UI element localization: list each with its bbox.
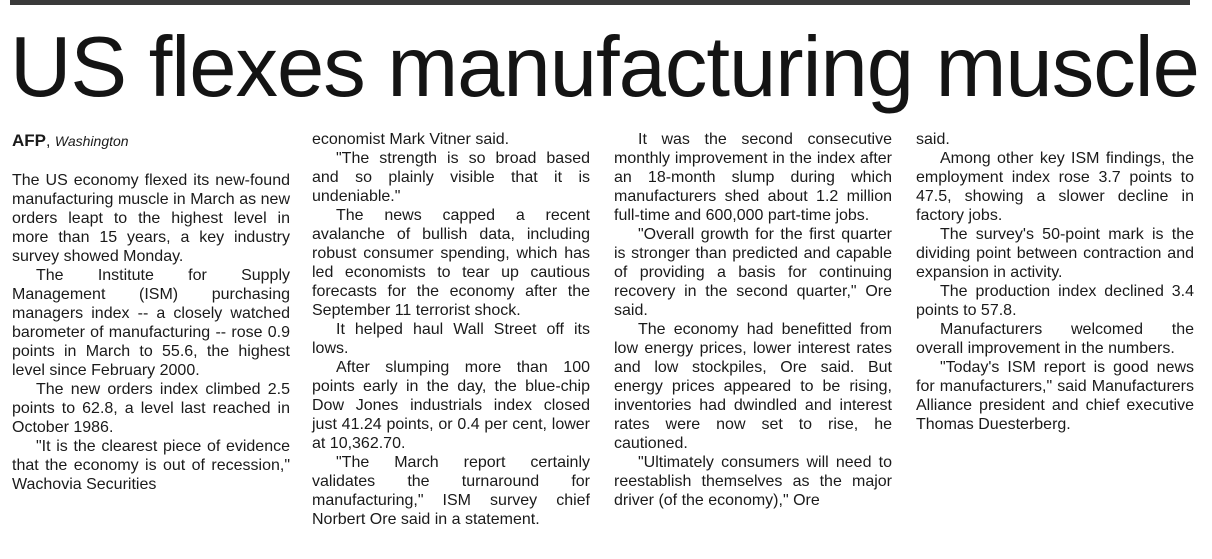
paragraph: Among other key ISM findings, the employment index rose 3.7 points to 47.5, showing a slower decline in factory jobs.: [916, 150, 1194, 224]
byline-agency: AFP: [12, 131, 46, 150]
paragraph: The economy had benefitted from low energy prices, lower interest rates and low stockpiles, Ore said. But energy prices appeared to be rising, inventories had dwindled and interest rates were now set to rise, he cautioned.: [614, 321, 892, 452]
headline: US flexes manufacturing muscle: [10, 20, 1199, 115]
paragraph: The news capped a recent avalanche of bullish data, including robust consumer spending, which has led economists to tear up cautious forecasts for the economy after the September 11 terrorist shock.: [312, 207, 590, 319]
paragraph: "It is the clearest piece of evidence that the economy is out of recession," Wachovia Securities: [12, 438, 290, 493]
paragraph: "Ultimately consumers will need to reestablish themselves as the major driver (of the economy)," Ore: [614, 454, 892, 509]
paragraph: Manufacturers welcomed the overall improvement in the numbers.: [916, 321, 1194, 357]
paragraph: "Today's ISM report is good news for manufacturers," said Manufacturers Alliance president and chief executive Thomas Duesterberg.: [916, 359, 1194, 433]
article-column-4: [916, 130, 1194, 434]
paragraph: said.: [916, 131, 950, 148]
paragraph: The survey's 50-point mark is the dividing point between contraction and expansion in activity.: [916, 226, 1194, 281]
paragraph: The production index declined 3.4 points to 57.8.: [916, 283, 1194, 319]
paragraph: "The strength is so broad based and so plainly visible that it is undeniable.": [312, 150, 590, 205]
byline-separator: ,: [46, 133, 55, 150]
paragraph: economist Mark Vitner said.: [312, 131, 510, 148]
paragraph: It was the second consecutive monthly improvement in the index after an 18-month slump during which manufacturers shed about 1.2 million full-time and 600,000 part-time jobs.: [614, 131, 892, 224]
paragraph: "Overall growth for the first quarter is stronger than predicted and capable of providing a basis for continuing recovery in the second quarter," Ore said.: [614, 226, 892, 319]
byline: [12, 130, 290, 153]
paragraph: The US economy flexed its new-found manufacturing muscle in March as new orders leapt to the highest level in more than 15 years, a key industry survey showed Monday.: [12, 172, 290, 265]
paragraph: After slumping more than 100 points early in the day, the blue-chip Dow Jones industrials index closed just 41.24 points, or 0.4 per cent, lower at 10,362.70.: [312, 359, 590, 452]
article-column-2: [312, 130, 590, 529]
top-rule: [10, 0, 1190, 5]
paragraph: It helped haul Wall Street off its lows.: [312, 321, 590, 357]
article-column-3: [614, 130, 892, 510]
paragraph: "The March report certainly validates the turnaround for manufacturing," ISM survey chief Norbert Ore said in a statement.: [312, 454, 590, 528]
byline-location: Washington: [54, 133, 129, 149]
article-column-1: [12, 130, 290, 494]
paragraph: The new orders index climbed 2.5 points to 62.8, a level last reached in October 1986.: [12, 381, 290, 436]
paragraph: The Institute for Supply Management (ISM) purchasing managers index -- a closely watched barometer of manufacturing -- rose 0.9 points in March to 55.6, the highest level since February 2000.: [12, 267, 290, 379]
